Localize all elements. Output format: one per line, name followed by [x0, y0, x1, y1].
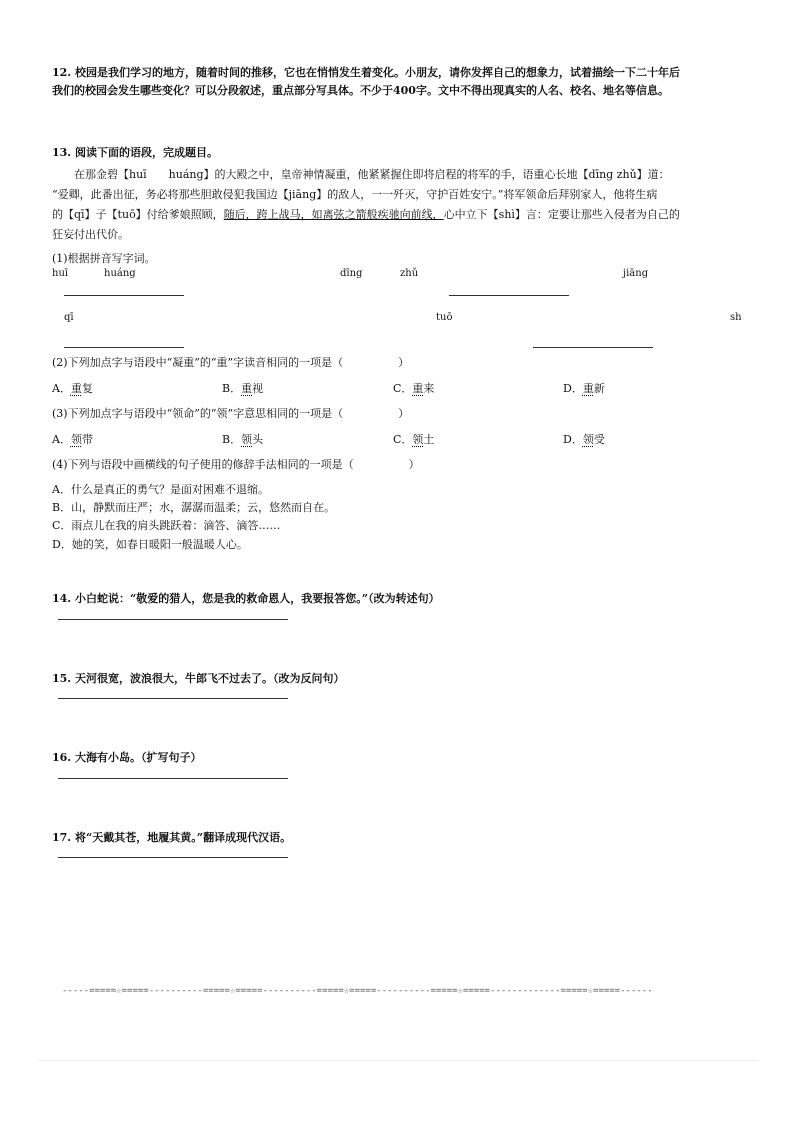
pinyin-ding: dīng	[340, 268, 363, 279]
q17-answer-line[interactable]	[58, 857, 288, 858]
pinyin-shi: sh	[730, 312, 742, 323]
answer-line-dingzhu[interactable]	[449, 295, 569, 296]
q15-answer-line[interactable]	[58, 698, 288, 699]
q17-text: 17. 将“天戴其苍，地履其黄。”翻译成现代汉语。	[52, 831, 292, 844]
q13-paragraph-line1: 在那金碧【huī huáng】的大殿之中，皇帝神情凝重，他紧紧握住即将启程的将军的手，语重心长地【dīng zhǔ】道：	[74, 168, 670, 181]
sub1-label: (1)根据拼音写字词。	[52, 252, 156, 265]
q13-p3-start: 的【qī】子【tuō】付给爹娘照顾，	[52, 208, 224, 221]
q13-paragraph-line4: 狂妄付出代价。	[52, 228, 129, 241]
q16-text: 16. 大海有小岛。（扩写句子）	[52, 751, 202, 764]
sub3-option-c[interactable]: C．领土	[393, 433, 435, 446]
pinyin-qi: qī	[64, 312, 74, 323]
q16-answer-line[interactable]	[58, 778, 288, 779]
q13-title: 13. 阅读下面的语段，完成题目。	[52, 146, 218, 159]
pinyin-tuo: tuō	[436, 312, 453, 323]
q13-paragraph-line3	[52, 206, 680, 222]
pinyin-hui: huī	[52, 268, 69, 279]
footer-divider: -----=====☆=====----------=====☆=====----------=====☆=====----------=====☆=====-------------=====☆=====------	[62, 986, 653, 996]
q13-paragraph-line2: “爱卿，此番出征，务必将那些胆敢侵犯我国边【jiāng】的敌人，一一歼灭，守护百姓安宁。”将军领命后拜别家人，他将生病	[52, 188, 658, 201]
sub4-stem: (4)下列与语段中画横线的句子使用的修辞手法相同的一项是（ ）	[52, 458, 420, 471]
sub4-option-c[interactable]: C．雨点儿在我的肩头跳跃着：滴答、滴答……	[52, 519, 281, 532]
sub3-stem: (3)下列加点字与语段中“领命”的“领”字意思相同的一项是（ ）	[52, 407, 410, 420]
page-bottom-rule	[38, 1060, 758, 1061]
sub3-option-d[interactable]: D．领受	[563, 433, 605, 446]
q13-underlined-sentence: 随后，跨上战马，如离弦之箭般疾驰向前线，	[223, 208, 444, 221]
sub3-option-b[interactable]: B．领头	[222, 433, 264, 446]
answer-line-qi[interactable]	[64, 347, 184, 348]
q14-answer-line[interactable]	[58, 619, 288, 620]
sub2-option-a[interactable]: A．重复	[52, 382, 93, 395]
q12-line2: 我们的校园会发生哪些变化？可以分段叙述，重点部分写具体。不少于400字。文中不得出现真实的人名、校名、地名等信息。	[52, 84, 669, 97]
sub3-option-a[interactable]: A．领带	[52, 433, 93, 446]
sub2-option-d[interactable]: D．重新	[563, 382, 605, 395]
pinyin-jiang: jiāng	[623, 268, 649, 279]
q14-text: 14. 小白蛇说：“敬爱的猎人，您是我的救命恩人，我要报答您。”（改为转述句）	[52, 592, 440, 605]
sub2-stem: (2)下列加点字与语段中“凝重”的“重”字读音相同的一项是（ ）	[52, 356, 410, 369]
sub2-option-c[interactable]: C．重来	[393, 382, 435, 395]
pinyin-zhu: zhǔ	[400, 268, 419, 279]
sub4-option-a[interactable]: A．什么是真正的勇气？是面对困难不退缩。	[52, 483, 269, 496]
sub4-option-b[interactable]: B．山，静默而庄严；水，潺潺而温柔；云，悠然而自在。	[52, 501, 336, 514]
pinyin-huang: huáng	[104, 268, 136, 279]
answer-line-tuo[interactable]	[533, 347, 653, 348]
sub2-option-b[interactable]: B．重视	[222, 382, 264, 395]
q15-text: 15. 天河很宽，波浪很大，牛郎飞不过去了。（改为反问句）	[52, 672, 345, 685]
answer-line-huihuang[interactable]	[64, 295, 184, 296]
q13-p3-end: 心中立下【shì】言：定要让那些入侵者为自己的	[443, 208, 680, 221]
sub4-option-d[interactable]: D．她的笑，如春日暖阳一般温暖人心。	[52, 538, 248, 551]
q12-line1: 12. 校园是我们学习的地方，随着时间的推移，它也在悄悄发生着变化。小朋友，请你发挥自己的想象力，试着描绘一下二十年后	[52, 66, 680, 79]
